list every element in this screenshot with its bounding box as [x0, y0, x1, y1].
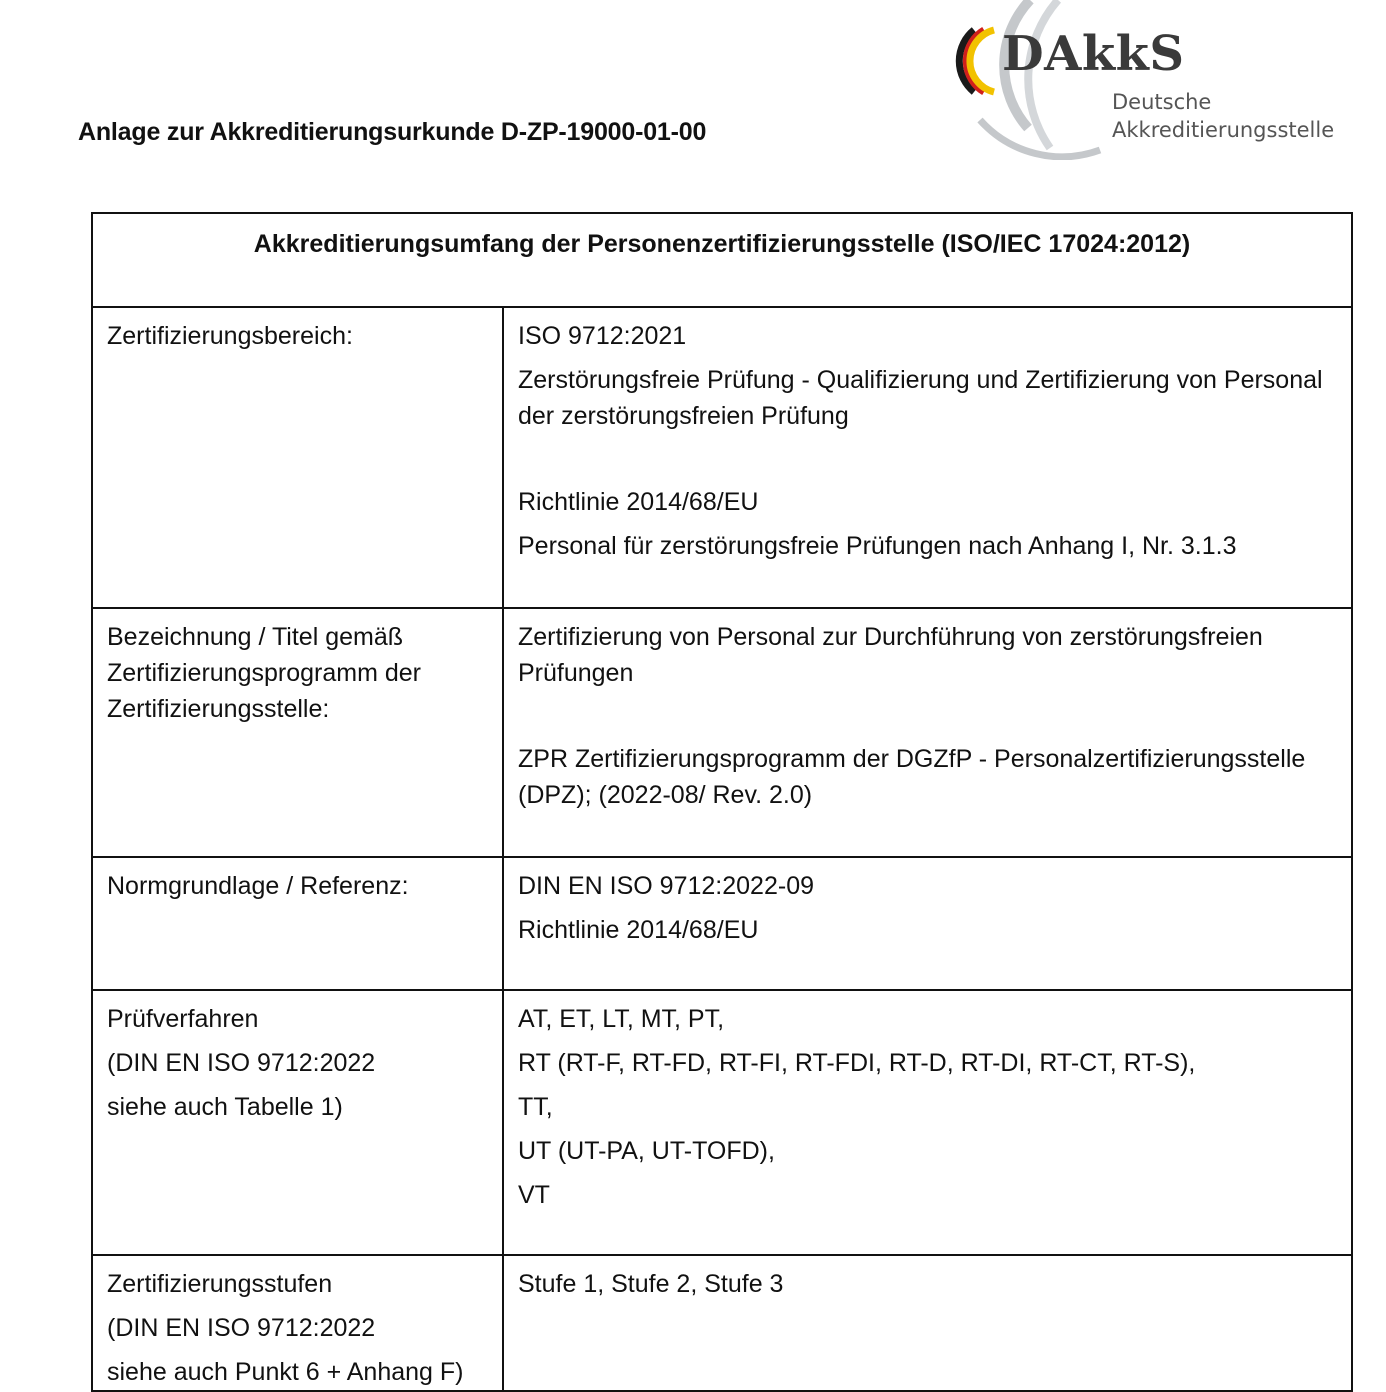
row-value-line: Stufe 1, Stufe 2, Stufe 3: [518, 1270, 784, 1298]
table-row-certification-levels: [92, 1255, 1352, 1391]
row-label-text: siehe auch Tabelle 1): [107, 1093, 343, 1121]
row-label-text: Zertifizierungsstufen: [107, 1270, 333, 1298]
row-value: [503, 307, 1352, 608]
row-label-text: Bezeichnung / Titel gemäß Zertifizierungsprogramm der Zertifizierungsstelle:: [107, 623, 421, 723]
row-label-text: Zertifizierungsbereich:: [107, 322, 353, 350]
row-value-line: ZPR Zertifizierungsprogramm der DGZfP - Personalzertifizierungsstelle (DPZ); (2022-08/ Rev. 2.0): [518, 745, 1306, 809]
document-title: Anlage zur Akkreditierungsurkunde D-ZP-19000-01-00: [78, 118, 707, 146]
row-value-line: ISO 9712:2021: [518, 322, 687, 350]
logo-subtitle-line2: Akkreditierungsstelle: [1112, 118, 1335, 142]
row-label: [92, 307, 503, 608]
row-value: [503, 608, 1352, 857]
row-value-line: Richtlinie 2014/68/EU: [518, 488, 759, 516]
row-value-line: Zerstörungsfreie Prüfung - Qualifizierung und Zertifizierung von Personal der zerstörungsfreien Prüfung: [518, 366, 1323, 430]
row-value-line: RT (RT-F, RT-FD, RT-FI, RT-FDI, RT-D, RT-DI, RT-CT, RT-S),: [518, 1049, 1196, 1077]
row-value-line: Richtlinie 2014/68/EU: [518, 916, 759, 944]
table-row-standard-reference: [92, 857, 1352, 990]
row-value: [503, 990, 1352, 1255]
table-row-test-methods: [92, 990, 1352, 1255]
row-label-text: (DIN EN ISO 9712:2022: [107, 1049, 376, 1077]
row-value-line: AT, ET, LT, MT, PT,: [518, 1005, 725, 1033]
row-value: [503, 857, 1352, 990]
row-value-line: UT (UT-PA, UT-TOFD),: [518, 1137, 775, 1165]
dakks-logo: [940, 0, 1360, 160]
row-value-line: Zertifizierung von Personal zur Durchführung von zerstörungsfreien Prüfungen: [518, 623, 1263, 687]
row-label-text: Normgrundlage / Referenz:: [107, 872, 409, 900]
table-row-program-title: [92, 608, 1352, 857]
table-header: Akkreditierungsumfang der Personenzertifizierungsstelle (ISO/IEC 17024:2012): [92, 213, 1352, 307]
row-value-line: TT,: [518, 1093, 553, 1121]
row-label: [92, 608, 503, 857]
table-row-certification-area: [92, 307, 1352, 608]
row-value: [503, 1255, 1352, 1391]
row-label: [92, 990, 503, 1255]
row-label-text: (DIN EN ISO 9712:2022: [107, 1314, 376, 1342]
row-label: [92, 1255, 503, 1391]
row-value-line: VT: [518, 1181, 550, 1209]
accreditation-scope-table: [91, 212, 1353, 1392]
row-label-text: Prüfverfahren: [107, 1005, 259, 1033]
logo-brand-text: DAkkS: [1002, 26, 1185, 82]
row-label: [92, 857, 503, 990]
row-value-line: DIN EN ISO 9712:2022-09: [518, 872, 814, 900]
row-value-line: Personal für zerstörungsfreie Prüfungen nach Anhang I, Nr. 3.1.3: [518, 532, 1237, 560]
table-header-row: [92, 213, 1352, 307]
row-label-text: siehe auch Punkt 6 + Anhang F): [107, 1358, 464, 1386]
logo-subtitle-line1: Deutsche: [1112, 90, 1212, 114]
